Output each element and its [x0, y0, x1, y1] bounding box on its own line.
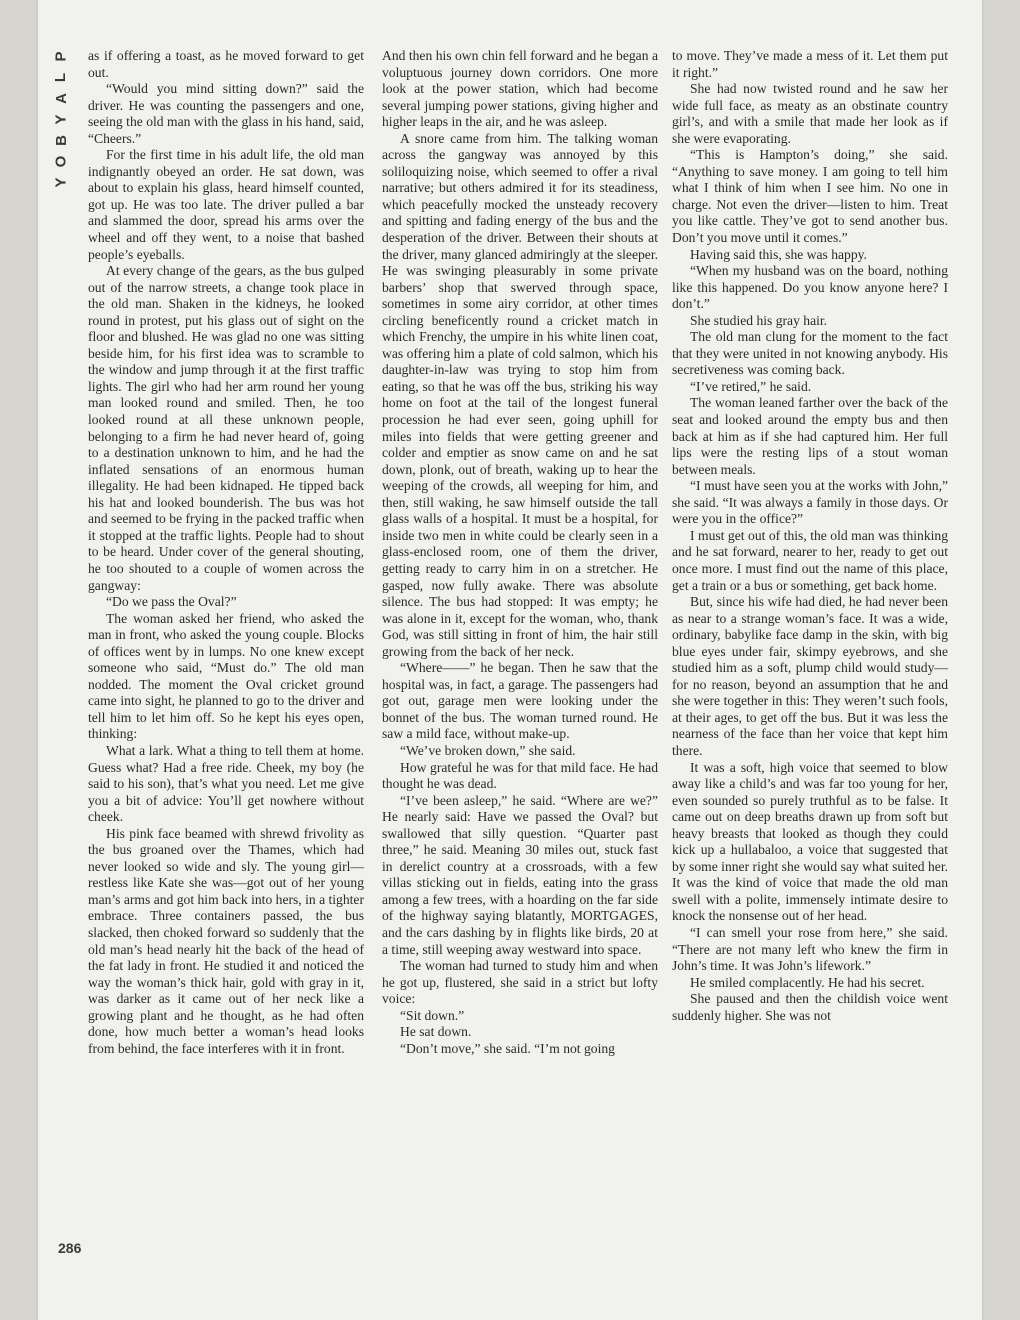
masthead-letter: B — [52, 135, 70, 146]
paragraph: A snore came from him. The talking woman across the gangway was annoyed by this soliloquizing noise, which seemed to offer a rival narrative; but others admired it for its steadiness, which peacefully mocked the unsteady recovery and spitting and fading energy of the bus and the desperation of the driver. Between their shouts at the driver, many glanced admiringly at the sleeper. He was swinging pleasurably in some private barbers’ shop that swerved through space, sometimes in some airy corridor, at other times circling beneficently round a cricket match in which Frenchy, the umpire in his white linen coat, was offering him a plate of cold salmon, which his daughter-in-law was trying to stop him from eating, so that he was off the bus, striking his way home on foot at the tail of the longest funeral procession he had ever seen, going uphill for miles into fields that were getting greener and colder and emptier as snow came on and he sat down, plonk, out of breath, waking up to hear the weeping of the crowds, all weeping for him, and then, still waking, he saw himself outside the tall glass walls of a hospital. It must be a hospital, for inside two men in white could be clearly seen in a glass-enclosed room, one of them the driver, getting ready to carry him in on a stretcher. He gasped, now fully awake. There was absolute silence. The bus had stopped: It was empty; he was alone in it, except for the woman, who, thank God, was still sitting in front of him, the hair still growing from the back of her neck. — [382, 130, 658, 659]
paragraph: But, since his wife had died, he had never been as near to a strange woman’s face. It was a wide, ordinary, babylike face damp in the skin, with big blue eyes under fair, skimpy eyebrows, and she studied him as a soft, plump child would study—for no reason, beyond an assumption that he and she were together in this: They weren’t such fools, at their ages, to get off the bus. But it was less the nearness of the face than her voice that kept him there. — [672, 594, 948, 758]
paragraph: At every change of the gears, as the bus gulped out of the narrow streets, a change took place in the old man. Shaken in the kidneys, he looked round in protest, put his glass out of sight on the floor and blushed. He was glad no one was sitting beside him, for his first idea was to scramble to the window and jump through it at the first traffic lights. The girl who had her arm round her young man looked round and smiled. Then, he too looked round at all these unknown people, belonging to a firm he had never heard of, going to a destination unknown to him, and he had the inflated sensations of an enormous human illegality. He had been kidnaped. He tipped back his hat and looked bounderish. The bus was hot and seemed to be frying in the packed traffic when it stopped at the traffic lights. People had to shout to be heard. Under cover of the general shouting, he too shouted to a couple of women across the gangway: — [88, 263, 364, 593]
paragraph: She paused and then the childish voice went suddenly higher. She was not — [672, 991, 948, 1023]
paragraph: “I’ve retired,” he said. — [690, 378, 812, 394]
magazine-page — [38, 0, 982, 1320]
masthead-letter: L — [52, 72, 70, 83]
paragraph: “Don’t move,” she said. “I’m not going — [400, 1040, 615, 1056]
paragraph: It was a soft, high voice that seemed to blow away like a child’s and was far too young for her, even sounded so purely truthful as to be false. It came out on deep breaths drawn up from soft but heavy breasts that looked as though they could kick up a hullabaloo, a voice that suggested that by some inner right she would say what suited her. It was the kind of voice that made the old man swell with a polite, immensely intimate desire to knock the nonsense out of her head. — [672, 759, 948, 924]
paragraph: “We’ve broken down,” she said. — [400, 742, 576, 758]
masthead — [46, 46, 76, 193]
paragraph: Having said this, she was happy. — [690, 246, 867, 262]
paragraph: as if offering a toast, as he moved forward to get out. — [88, 48, 364, 80]
paragraph: And then his own chin fell forward and he began a voluptuous journey down corridors. One more look at the power station, which had become several jumping power stations, giving higher and higher leaps in the air, and he was asleep. — [382, 48, 658, 130]
text-column-3 — [672, 48, 948, 1024]
masthead-letter: Y — [52, 114, 70, 125]
masthead-letter: O — [52, 155, 70, 168]
page-number: 286 — [58, 1240, 82, 1256]
paragraph: “I’ve been asleep,” he said. “Where are we?” He nearly said: Have we passed the Oval? but swallowed that silly question. “Quarter past three,” he said. Meaning 30 miles out, stuck fast in derelict country at a crossroads, with a few villas sticking out in fields, eating into the grass among a few trees, with a hoarding on the far side of the highway saying blatantly, MORTGAGES, and the cars dashing by in flights like birds, 20 at a time, still weeping away westward into space. — [382, 792, 658, 957]
paragraph: The woman had turned to study him and when he got up, flustered, she said in a strict but lofty voice: — [382, 958, 658, 1007]
paragraph: He smiled complacently. He had his secret. — [690, 974, 925, 990]
paragraph: What a lark. What a thing to tell them at home. Guess what? Had a free ride. Cheek, my boy (he said to his son), that’s what you need. Let me give you a bit of advice: You’ll get nowhere without cheek. — [88, 742, 364, 825]
masthead-letter: A — [52, 93, 70, 104]
paragraph: “Sit down.” — [400, 1007, 465, 1023]
paragraph: She had now twisted round and he saw her wide full face, as meaty as an obstinate country girl’s, and with a smile that made her look as if she were evaporating. — [672, 81, 948, 146]
text-column-2 — [382, 48, 658, 1057]
text-column-1 — [88, 48, 364, 1057]
paragraph: He sat down. — [400, 1024, 472, 1040]
paragraph: “I must have seen you at the works with John,” she said. “It was always a family in those days. Or were you in the office?” — [672, 478, 948, 527]
paragraph: I must get out of this, the old man was thinking and he sat forward, nearer to her, ready to get out once more. I must find out the name of this place, get a train or a bus or something, get back home. — [672, 527, 948, 593]
paragraph: The woman asked her friend, who asked the man in front, who asked the young couple. Blocks of offices went by in lumps. No one knew except someone who said, “Must do.” The old man nodded. The moment the Oval cricket ground came into sight, he planned to go to the driver and tell him to let him off. So he kept his eyes open, thinking: — [88, 610, 364, 742]
masthead-letter: Y — [52, 177, 70, 188]
paragraph: “I can smell your rose from here,” she said. “There are not many left who knew the firm in John’s time. It was John’s lifework.” — [672, 924, 948, 974]
paragraph: “Do we pass the Oval?” — [106, 594, 237, 610]
paragraph: The woman leaned farther over the back of the seat and looked around the empty bus and then back at him as if she had captured him. Her full lips were the resting lips of a stout woman between meals. — [672, 395, 948, 477]
paragraph: to move. They’ve made a mess of it. Let them put it right.” — [672, 48, 948, 80]
paragraph: How grateful he was for that mild face. He had thought he was dead. — [382, 759, 658, 792]
paragraph: The old man clung for the moment to the fact that they were united in not knowing anybody. His secretiveness was coming back. — [672, 329, 948, 378]
paragraph: She studied his gray hair. — [690, 312, 828, 328]
masthead-letter: P — [52, 51, 70, 62]
paragraph: “This is Hampton’s doing,” she said. “Anything to save money. I am going to tell him what I think of him when I see him. No one in charge. Not even the driver—listen to him. Treat you like cattle. They’ve got to send another bus. Don’t you move until it comes.” — [672, 147, 948, 246]
paragraph: “Where——” he began. Then he saw that the hospital was, in fact, a garage. The passengers had got out, garage men were looking under the bonnet of the bus. The woman turned round. He saw a mild face, without make-up. — [382, 660, 658, 742]
paragraph: “When my husband was on the board, nothing like this happened. Do you know anyone here? I don’t.” — [672, 263, 948, 312]
paragraph: His pink face beamed with shrewd frivolity as the bus groaned over the Thames, which had never looked so wide and sly. The young girl—restless like Kate she was—got out of her young man’s arms and got him back into hers, in a tighter embrace. Three containers passed, the bus slacked, then choked forward so suddenly that the old man’s head nearly hit the back of the head of the fat lady in front. He studied it and noticed the way the woman’s thick hair, gold with gray in it, was darker as it came out of her neck like a growing plant and he thought, as he had often done, how much better a woman’s head looks from behind, the face interferes with it in front. — [88, 825, 364, 1056]
paragraph: For the first time in his adult life, the old man indignantly obeyed an order. He sat down, was about to explain his glass, heard himself counted, got up. He was too late. The driver pulled a bar and slammed the door, spread his arms over the wheel and off they went, to a noise that bashed people’s eyeballs. — [88, 147, 364, 262]
paragraph: “Would you mind sitting down?” said the driver. He was counting the passengers and one, seeing the old man with the glass in his hand, said, “Cheers.” — [88, 81, 364, 146]
